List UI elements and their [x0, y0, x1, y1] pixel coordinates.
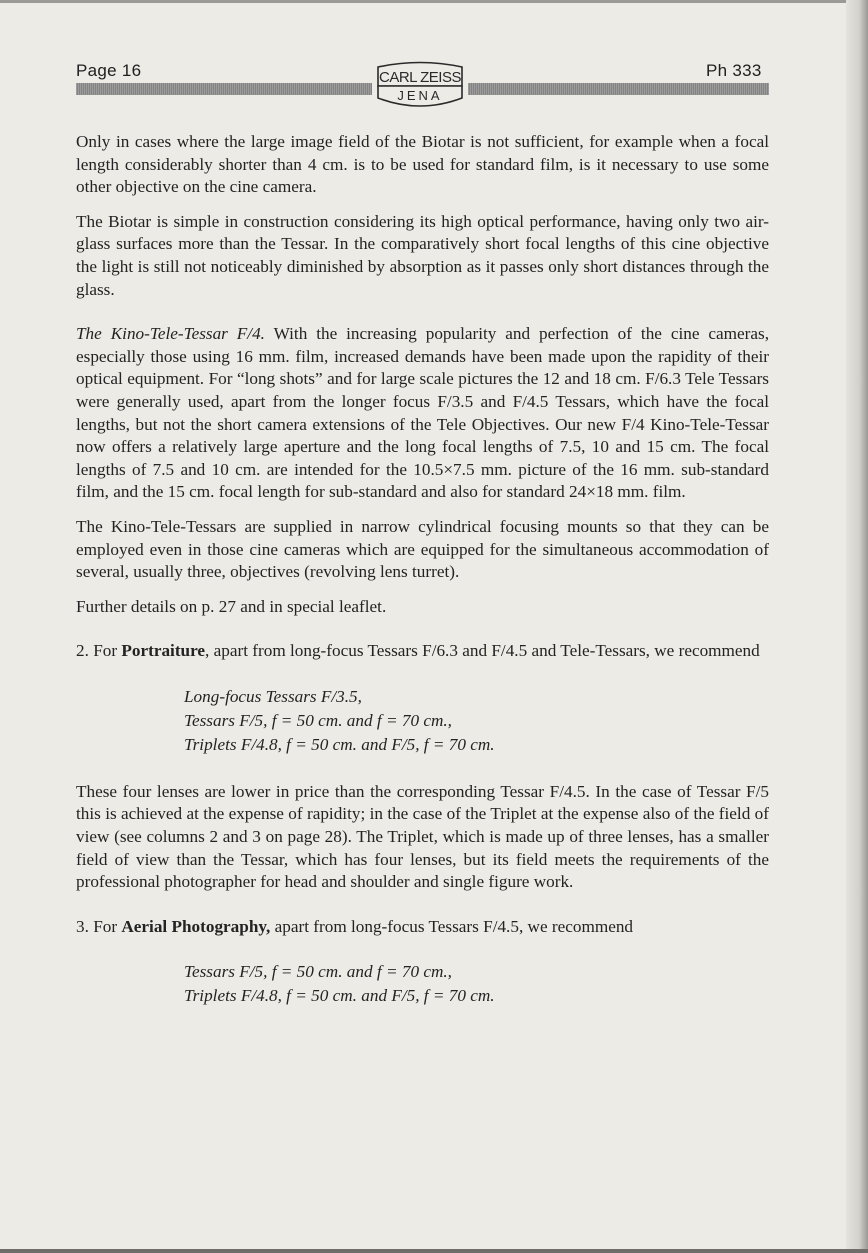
list-item: Long-focus Tessars F/3.5, — [184, 686, 362, 706]
document-code: Ph 333 — [706, 61, 762, 80]
header-rule-right — [468, 83, 769, 95]
paragraph-kino-tele-tessar-body: With the increasing popularity and perfection of the cine cameras, especially those using 16 mm. film, increased demands have been made upon the rapidity of their optical equipment. For “long shots” and for large scale pictures the 12 and 18 cm. F/6.3 Tele Tessars were generally used, apart from the longer focus F/3.5 and F/4.5 Tessars, which have the focal lengths, but not the short camera extensions of the Tele Objectives. Our new F/4 Kino-Tele-Tessar now offers a relatively large aperture and the long focal lengths of 7.5, 10 and 15 cm. The focal lengths of 7.5 and 10 cm. are intended for the 10.5×7.5 mm. picture of the 16 mm. sub-standard film, and the 15 cm. focal length for sub-standard and also for standard 24×18 mm. film. — [76, 324, 770, 502]
paragraph-lens-comparison: These four lenses are lower in price than the corresponding Tessar F/4.5. In the case of Tessar F/5 this is achieved at the expense of rapidity; in the case of the Triplet at the expense also of the field of view (see columns 2 and 3 on page 28). The Triplet, which is made up of three lenses, has a smaller field of view than the Tessar, which has four lenses, but its field meets the requirements of the professional photographer for head and shoulder and single figure work. — [76, 781, 769, 892]
page-top-edge — [0, 0, 868, 3]
paragraph-portraiture — [76, 640, 769, 663]
body-text — [76, 131, 769, 1008]
aerial-prefix: 3. For — [76, 916, 122, 936]
portraiture-prefix: 2. For — [76, 641, 122, 661]
paragraph-focusing-mounts: The Kino-Tele-Tessars are supplied in narrow cylindrical focusing mounts so that they can be employed even in those cine cameras which are equipped for the simultaneous accommodation of several, usually three, objectives (revolving lens turret). — [76, 516, 769, 582]
page-right-edge — [846, 0, 868, 1253]
aerial-heading: Aerial Photography, — [121, 916, 271, 936]
paragraph-aerial-photography — [76, 916, 769, 939]
svg-text:JENA: JENA — [397, 88, 443, 103]
carl-zeiss-logo — [372, 58, 468, 110]
section-heading-kino-tele-tessar: The Kino-Tele-Tessar F/4. — [76, 324, 265, 344]
list-item: Tessars F/5, f = 50 cm. and f = 70 cm., — [184, 710, 452, 730]
header-rule-left — [76, 83, 372, 95]
aerial-lens-list — [184, 960, 769, 1008]
paragraph-kino-tele-tessar — [76, 323, 769, 504]
list-item: Triplets F/4.8, f = 50 cm. and F/5, f = 70 cm. — [184, 734, 495, 754]
portraiture-lens-list — [184, 685, 769, 757]
portraiture-text: , apart from long-focus Tessars F/6.3 and F/4.5 and Tele-Tessars, we recommend — [205, 641, 760, 661]
page-bottom-edge — [0, 1249, 868, 1253]
aerial-text: apart from long-focus Tessars F/4.5, we recommend — [270, 916, 634, 936]
svg-text:CARL ZEISS: CARL ZEISS — [379, 69, 461, 86]
paragraph-further-details: Further details on p. 27 and in special leaflet. — [76, 596, 387, 616]
page-number: Page 16 — [76, 61, 142, 80]
list-item: Triplets F/4.8, f = 50 cm. and F/5, f = 70 cm. — [184, 986, 495, 1006]
paragraph-biotar-field: Only in cases where the large image field of the Biotar is not sufficient, for example when a focal length considerably shorter than 4 cm. is to be used for standard film, is it necessary to use some other objective on the cine camera. — [76, 132, 769, 197]
list-item: Tessars F/5, f = 50 cm. and f = 70 cm., — [184, 962, 452, 982]
portraiture-heading: Portraiture — [121, 641, 206, 661]
paragraph-biotar-construction: The Biotar is simple in construction considering its high optical performance, having only two air-glass surfaces more than the Tessar. In the comparatively short focal lengths of this cine objective the light is still not noticeably diminished by absorption as it passes only short distances through the glass. — [76, 211, 769, 299]
